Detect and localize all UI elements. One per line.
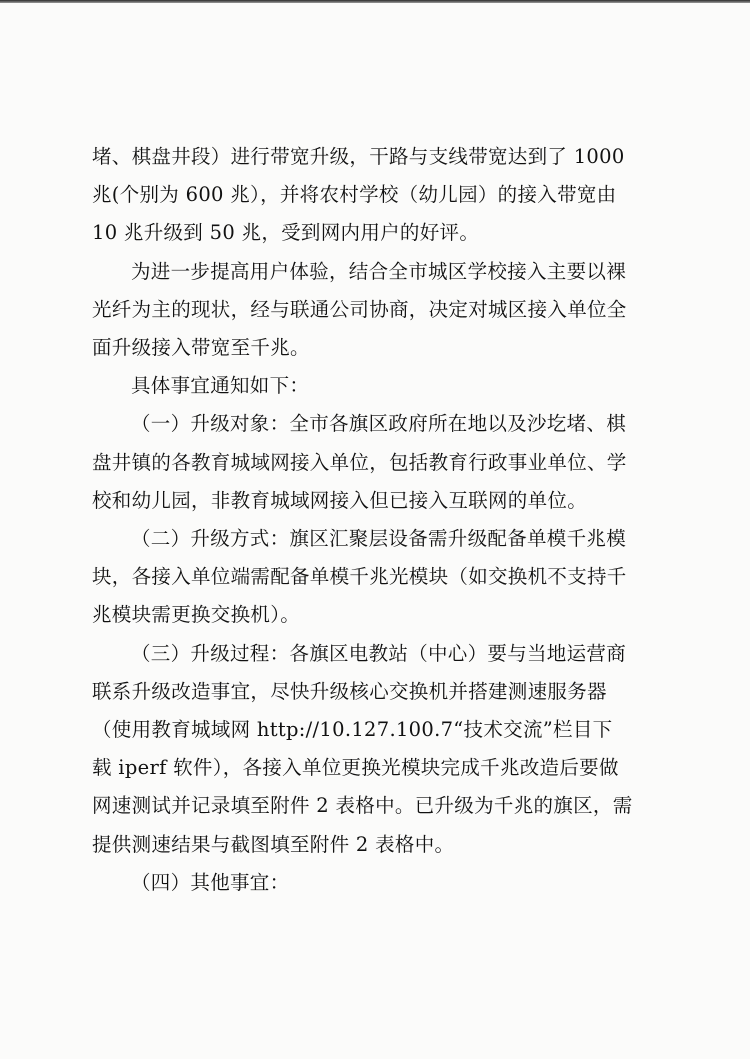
paragraph-notice-intro bbox=[92, 367, 670, 405]
text-line: 载 iperf 软件），各接入单位更换光模块完成千兆改造后要做 bbox=[92, 756, 619, 780]
text-line: 校和幼儿园，非教育城域网接入但已接入互联网的单位。 bbox=[92, 488, 588, 512]
text-line: （四）其他事宜： bbox=[131, 870, 290, 894]
text-line: （二）升级方式：旗区汇聚层设备需升级配备单模千兆模 bbox=[131, 527, 627, 551]
paragraph-item-1 bbox=[92, 405, 670, 520]
text-line: 块，各接入单位端需配备单模千兆光模块（如交换机不支持千 bbox=[92, 565, 627, 589]
text-line: 联系升级改造事宜，尽快升级核心交换机并搭建测速服务器 bbox=[92, 679, 607, 703]
text-line: 网速测试并记录填至附件 2 表格中。已升级为千兆的旗区，需 bbox=[92, 794, 633, 818]
text-line: 堵、棋盘井段）进行带宽升级，干路与支线带宽达到了 1000 bbox=[92, 145, 625, 168]
text-line: （三）升级过程：各旗区电教站（中心）要与当地运营商 bbox=[131, 641, 627, 665]
text-line: 光纤为主的现状，经与联通公司协商，决定对城区接入单位全 bbox=[92, 297, 627, 321]
text-line: 10 兆升级到 50 兆，受到网内用户的好评。 bbox=[92, 221, 480, 245]
paragraph-item-3 bbox=[92, 635, 670, 864]
text-line: 提供测速结果与截图填至附件 2 表格中。 bbox=[92, 832, 455, 856]
text-line: 为进一步提高用户体验，结合全市城区学校接入主要以裸 bbox=[131, 259, 627, 283]
text-line: 具体事宜通知如下： bbox=[131, 374, 310, 398]
paragraph-continuation bbox=[92, 138, 670, 253]
text-line: 兆模块需更换交换机）。 bbox=[92, 603, 301, 627]
text-line: 兆(个别为 600 兆），并将农村学校（幼儿园）的接入带宽由 bbox=[92, 183, 617, 207]
text-line: （一）升级对象：全市各旗区政府所在地以及沙圪堵、棋 bbox=[131, 412, 627, 436]
paragraph-item-4 bbox=[92, 864, 670, 902]
text-line: 面升级接入带宽至千兆。 bbox=[92, 336, 310, 360]
document-body bbox=[92, 138, 670, 902]
page-top-edge bbox=[0, 0, 750, 3]
paragraph-further-improve bbox=[92, 253, 670, 368]
text-line: 盘井镇的各教育城域网接入单位，包括教育行政事业单位、学 bbox=[92, 450, 627, 474]
text-line: （使用教育城域网 http://10.127.100.7“技术交流”栏目下 bbox=[92, 718, 613, 742]
paragraph-item-2 bbox=[92, 520, 670, 635]
